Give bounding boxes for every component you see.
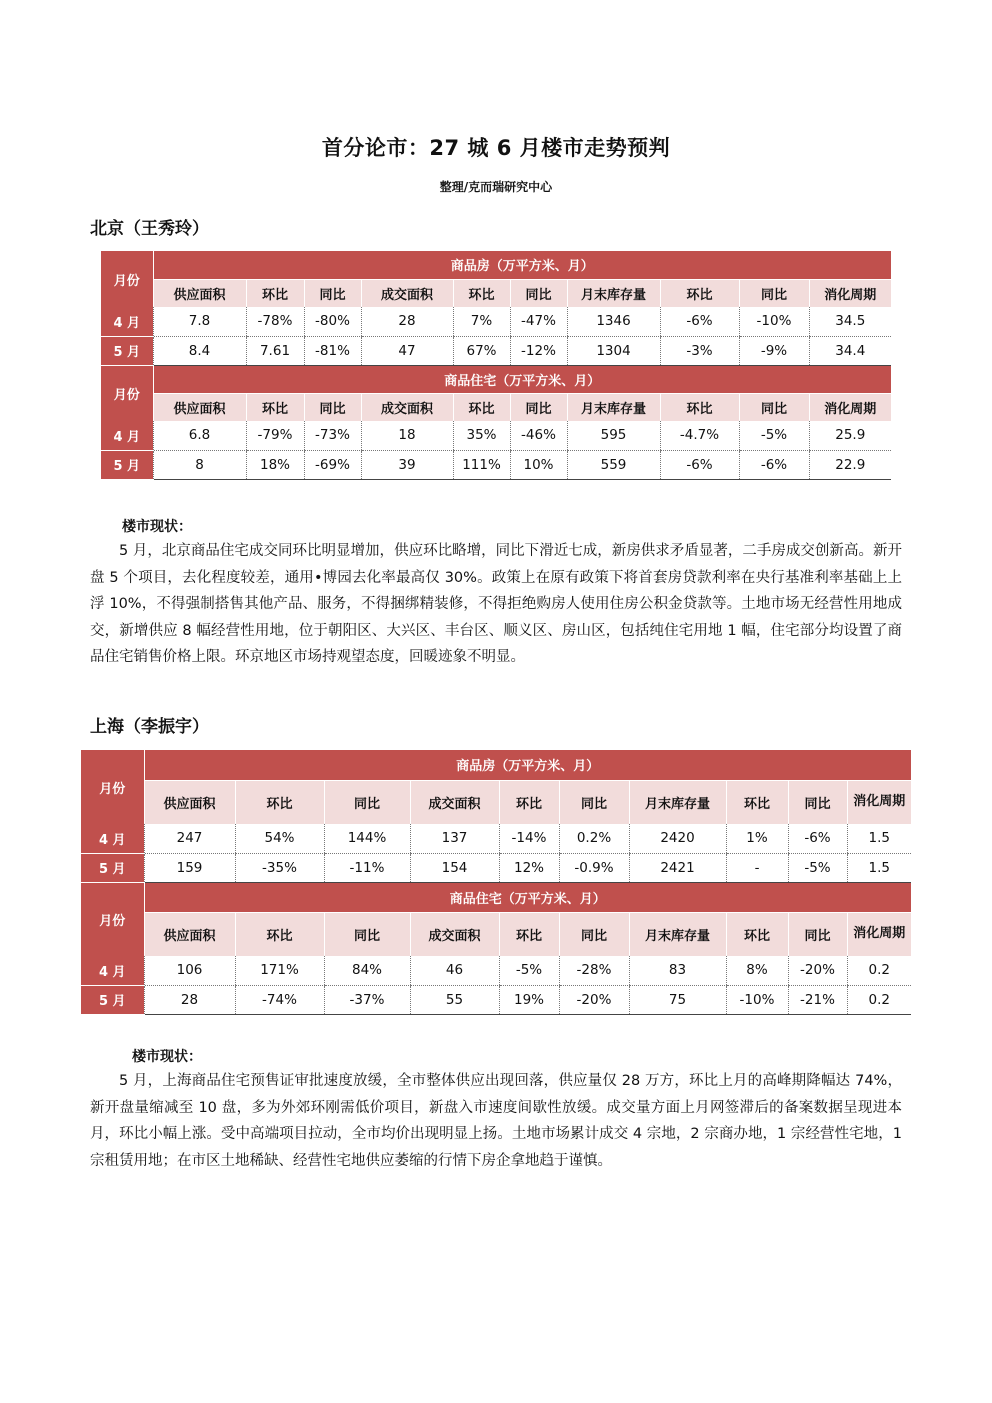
table-cell: -37% bbox=[324, 985, 410, 1014]
table-cell: 8.4 bbox=[153, 336, 246, 365]
table-cell: 595 bbox=[567, 421, 660, 450]
table-row bbox=[81, 985, 911, 1014]
row-month-label: 4 月 bbox=[81, 824, 144, 853]
column-header: 成交面积 bbox=[410, 780, 499, 824]
table-cell: 154 bbox=[410, 853, 499, 882]
table-cell: -12% bbox=[510, 336, 567, 365]
column-header: 成交面积 bbox=[361, 393, 453, 421]
table-cell: 10% bbox=[510, 450, 567, 479]
table-cell: 55 bbox=[410, 985, 499, 1014]
table-cell: -80% bbox=[304, 307, 361, 336]
column-header: 月末库存量 bbox=[567, 279, 660, 307]
table-cell: 7% bbox=[453, 307, 510, 336]
table-cell: 247 bbox=[144, 824, 235, 853]
column-header: 环比 bbox=[453, 279, 510, 307]
column-header: 供应面积 bbox=[153, 393, 246, 421]
table-cell: 0.2 bbox=[847, 956, 911, 985]
table-cell: 0.2 bbox=[847, 985, 911, 1014]
table-cell: -0.9% bbox=[559, 853, 629, 882]
table-cell: -28% bbox=[559, 956, 629, 985]
row-month-label: 4 月 bbox=[81, 956, 144, 985]
column-header: 成交面积 bbox=[361, 279, 453, 307]
column-header: 环比 bbox=[235, 780, 324, 824]
table-cell: 106 bbox=[144, 956, 235, 985]
column-header: 同比 bbox=[324, 780, 410, 824]
table-cell: 1.5 bbox=[847, 853, 911, 882]
table-cell: 34.5 bbox=[809, 307, 891, 336]
table-cell: 75 bbox=[629, 985, 726, 1014]
table-cell: -6% bbox=[788, 824, 847, 853]
table-cell: 2421 bbox=[629, 853, 726, 882]
row-month-label: 4 月 bbox=[101, 421, 153, 450]
column-header: 环比 bbox=[660, 279, 739, 307]
section-heading-beijing: 北京（王秀玲） bbox=[90, 219, 209, 239]
table-cell: 1.5 bbox=[847, 824, 911, 853]
shanghai-data-table bbox=[81, 750, 911, 1015]
table-cell: 46 bbox=[410, 956, 499, 985]
table-cell: 559 bbox=[567, 450, 660, 479]
beijing-status-label: 楼市现状： bbox=[122, 519, 192, 535]
column-header: 消化周期 bbox=[847, 912, 911, 956]
table-row bbox=[81, 853, 911, 882]
column-header: 同比 bbox=[559, 780, 629, 824]
table-cell: - bbox=[726, 853, 788, 882]
column-header: 消化周期 bbox=[809, 279, 891, 307]
column-header: 供应面积 bbox=[153, 279, 246, 307]
table-cell: 2420 bbox=[629, 824, 726, 853]
table-row bbox=[101, 421, 891, 450]
section-heading-shanghai: 上海（李振宇） bbox=[90, 717, 209, 737]
row-month-label: 5 月 bbox=[101, 450, 153, 479]
column-header: 供应面积 bbox=[144, 912, 235, 956]
table-cell: -46% bbox=[510, 421, 567, 450]
table-cell: -14% bbox=[499, 824, 559, 853]
group-header: 商品房（万平方米、月） bbox=[153, 251, 891, 279]
column-header: 环比 bbox=[499, 912, 559, 956]
table-cell: -11% bbox=[324, 853, 410, 882]
table-cell: -74% bbox=[235, 985, 324, 1014]
table-cell: 67% bbox=[453, 336, 510, 365]
column-header: 同比 bbox=[304, 393, 361, 421]
table-row bbox=[101, 307, 891, 336]
table-cell: -79% bbox=[246, 421, 304, 450]
month-header-cell: 月份 bbox=[101, 365, 153, 421]
column-header: 环比 bbox=[726, 780, 788, 824]
table-cell: -10% bbox=[739, 307, 809, 336]
table-cell: -20% bbox=[559, 985, 629, 1014]
table-cell: 18% bbox=[246, 450, 304, 479]
column-header: 同比 bbox=[304, 279, 361, 307]
table-cell: -3% bbox=[660, 336, 739, 365]
table-cell: 144% bbox=[324, 824, 410, 853]
table-cell: 34.4 bbox=[809, 336, 891, 365]
table-cell: 25.9 bbox=[809, 421, 891, 450]
column-header: 同比 bbox=[788, 780, 847, 824]
column-header: 月末库存量 bbox=[629, 780, 726, 824]
table-cell: 83 bbox=[629, 956, 726, 985]
table-cell: 22.9 bbox=[809, 450, 891, 479]
month-header-cell: 月份 bbox=[81, 882, 144, 956]
column-header: 环比 bbox=[453, 393, 510, 421]
column-header: 同比 bbox=[559, 912, 629, 956]
column-header: 同比 bbox=[739, 279, 809, 307]
table-cell: -35% bbox=[235, 853, 324, 882]
table-cell: 1% bbox=[726, 824, 788, 853]
column-header: 消化周期 bbox=[847, 780, 911, 824]
column-header: 环比 bbox=[726, 912, 788, 956]
month-header-cell: 月份 bbox=[101, 251, 153, 307]
table-cell: 137 bbox=[410, 824, 499, 853]
column-header: 同比 bbox=[510, 279, 567, 307]
table-cell: -4.7% bbox=[660, 421, 739, 450]
table-cell: -5% bbox=[788, 853, 847, 882]
group-header: 商品住宅（万平方米、月） bbox=[153, 365, 891, 393]
column-header: 环比 bbox=[499, 780, 559, 824]
column-header: 环比 bbox=[246, 279, 304, 307]
row-month-label: 4 月 bbox=[101, 307, 153, 336]
column-header: 同比 bbox=[510, 393, 567, 421]
shanghai-status-text: 5 月，上海商品住宅预售证审批速度放缓，全市整体供应出现回落，供应量仅 28 万方，环比上月的高峰期降幅达 74%，新开盘量缩减至 10 盘，多为外郊环刚需低价项目，新盘入市速度间歇性放缓。成交量方面上月网签滞后的备案数据呈现进本月，环比小幅上涨。受中高端项目拉动，全市均价出现明显上扬。土地市场累计成交 4 宗地，2 宗商办地，1 宗经营性宅地，1 宗租赁用地；在市区土地稀缺、经营性宅地供应萎缩的行情下房企拿地趋于谨慎。 bbox=[90, 1073, 902, 1169]
row-month-label: 5 月 bbox=[81, 985, 144, 1014]
column-header: 同比 bbox=[739, 393, 809, 421]
table-row bbox=[101, 450, 891, 479]
group-header: 商品住宅（万平方米、月） bbox=[144, 882, 911, 912]
table-cell: 6.8 bbox=[153, 421, 246, 450]
table-cell: -10% bbox=[726, 985, 788, 1014]
table-cell: -21% bbox=[788, 985, 847, 1014]
table-cell: -9% bbox=[739, 336, 809, 365]
column-header: 月末库存量 bbox=[629, 912, 726, 956]
group-header: 商品房（万平方米、月） bbox=[144, 750, 911, 780]
page-title: 首分论市：27 城 6 月楼市走势预判 bbox=[321, 136, 671, 160]
beijing-data-table bbox=[101, 251, 891, 480]
table-cell: 159 bbox=[144, 853, 235, 882]
column-header: 成交面积 bbox=[410, 912, 499, 956]
table-cell: -6% bbox=[660, 450, 739, 479]
table-cell: -5% bbox=[499, 956, 559, 985]
table-cell: 1304 bbox=[567, 336, 660, 365]
month-header-cell: 月份 bbox=[81, 750, 144, 824]
table-cell: 54% bbox=[235, 824, 324, 853]
table-cell: -81% bbox=[304, 336, 361, 365]
table-cell: 111% bbox=[453, 450, 510, 479]
table-cell: 47 bbox=[361, 336, 453, 365]
table-cell: 8% bbox=[726, 956, 788, 985]
table-cell: 8 bbox=[153, 450, 246, 479]
table-row bbox=[81, 956, 911, 985]
table-cell: -6% bbox=[660, 307, 739, 336]
table-cell: -6% bbox=[739, 450, 809, 479]
column-header: 供应面积 bbox=[144, 780, 235, 824]
table-cell: 1346 bbox=[567, 307, 660, 336]
table-cell: 7.61 bbox=[246, 336, 304, 365]
table-cell: 28 bbox=[361, 307, 453, 336]
table-cell: 171% bbox=[235, 956, 324, 985]
table-cell: -73% bbox=[304, 421, 361, 450]
column-header: 消化周期 bbox=[809, 393, 891, 421]
column-header: 环比 bbox=[235, 912, 324, 956]
table-cell: -78% bbox=[246, 307, 304, 336]
table-cell: -47% bbox=[510, 307, 567, 336]
column-header: 同比 bbox=[788, 912, 847, 956]
table-cell: 28 bbox=[144, 985, 235, 1014]
table-row bbox=[81, 824, 911, 853]
table-cell: 12% bbox=[499, 853, 559, 882]
table-cell: 18 bbox=[361, 421, 453, 450]
row-month-label: 5 月 bbox=[101, 336, 153, 365]
row-month-label: 5 月 bbox=[81, 853, 144, 882]
table-row bbox=[101, 336, 891, 365]
table-cell: 7.8 bbox=[153, 307, 246, 336]
table-cell: -69% bbox=[304, 450, 361, 479]
page-subtitle: 整理/克而瑞研究中心 bbox=[439, 180, 553, 194]
table-cell: 35% bbox=[453, 421, 510, 450]
column-header: 环比 bbox=[246, 393, 304, 421]
beijing-status-text: 5 月，北京商品住宅成交同环比明显增加，供应环比略增，同比下滑近七成，新房供求矛盾显著，二手房成交创新高。新开盘 5 个项目，去化程度较差，通用•博园去化率最高仅 30%。政策上在原有政策下将首套房贷款利率在央行基准利率基础上上浮 10%，不得强制搭售其他产品、服务，不得捆绑精装修，不得拒绝购房人使用住房公积金贷款等。土地市场无经营性用地成交，新增供应 8 幅经营性用地，位于朝阳区、大兴区、丰台区、顺义区、房山区，包括纯住宅用地 1 幅，住宅部分均设置了商品住宅销售价格上限。环京地区市场持观望态度，回暖迹象不明显。 bbox=[90, 543, 902, 666]
table-cell: 39 bbox=[361, 450, 453, 479]
table-cell: -5% bbox=[739, 421, 809, 450]
table-cell: -20% bbox=[788, 956, 847, 985]
column-header: 环比 bbox=[660, 393, 739, 421]
table-cell: 84% bbox=[324, 956, 410, 985]
table-cell: 19% bbox=[499, 985, 559, 1014]
shanghai-status-label: 楼市现状： bbox=[132, 1049, 202, 1065]
table-cell: 0.2% bbox=[559, 824, 629, 853]
column-header: 同比 bbox=[324, 912, 410, 956]
column-header: 月末库存量 bbox=[567, 393, 660, 421]
